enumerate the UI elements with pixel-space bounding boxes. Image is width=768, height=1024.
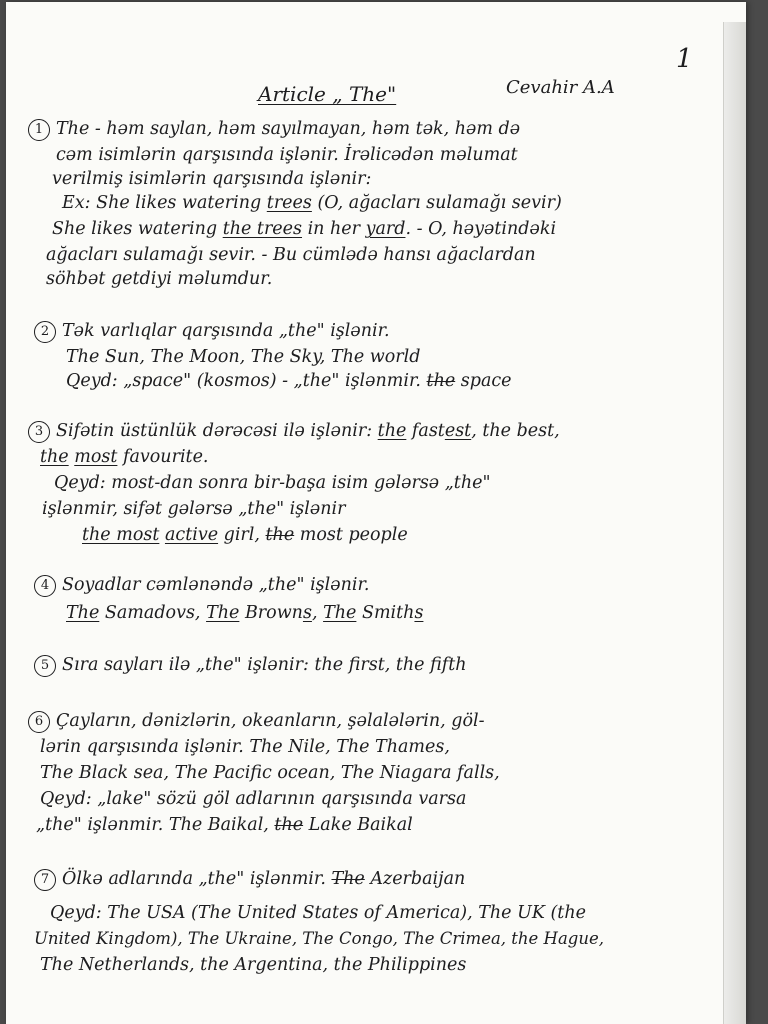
underlined-text: The: [206, 603, 240, 623]
struck-text: the: [274, 815, 304, 835]
text: Sifətin üstünlük dərəcəsi ilə işlənir:: [56, 421, 378, 441]
section-7-line-1: [34, 868, 465, 891]
section-1-line-6: ağacları sulamağı sevir. - Bu cümlədə hansı ağaclardan: [46, 245, 536, 265]
underlined-text: the most: [82, 525, 160, 545]
section-7-line-4: The Netherlands, the Argentina, the Philippines: [40, 955, 467, 975]
section-7-line-3: United Kingdom), The Ukraine, The Congo, The Crimea, the Hague,: [34, 929, 604, 948]
section-3-line-3: Qeyd: most-dan sonra bir-başa isim gələrsə „the": [54, 473, 491, 493]
text: Samadovs,: [99, 603, 207, 623]
struck-text: The: [331, 869, 365, 889]
text: girl,: [218, 525, 266, 545]
underlined-text: yard: [365, 219, 406, 239]
page-edge: [723, 22, 746, 1024]
section-6-line-1: [28, 710, 485, 733]
section-6-line-5: [36, 814, 413, 836]
section-2-line-2: The Sun, The Moon, The Sky, The world: [66, 347, 421, 367]
section-number: 1: [28, 119, 50, 141]
section-5-line-1: [34, 654, 467, 677]
section-1-line-1: [28, 118, 520, 141]
section-number: 2: [34, 321, 56, 343]
author-name: Cevahir A.A: [506, 77, 615, 98]
section-number: 3: [28, 421, 50, 443]
section-number: 4: [34, 575, 56, 597]
underlined-text: est: [444, 421, 472, 441]
text: . - O, həyətindəki: [405, 219, 557, 239]
underlined-text: active: [164, 525, 219, 545]
section-3-line-1: [28, 420, 560, 443]
underlined-text: The: [66, 603, 100, 623]
section-number: 7: [34, 869, 56, 891]
section-4-line-1: [34, 574, 369, 597]
underlined-text: the: [377, 421, 407, 441]
section-1-line-2: cəm isimlərin qarşısında işlənir. İrəlicədən məlumat: [56, 145, 518, 165]
section-2-line-1: [34, 320, 390, 343]
text: „the" işlənmir. The Baikal,: [36, 815, 275, 835]
underlined-text: s: [414, 603, 424, 623]
text: Tək varlıqlar qarşısında „the" işlənir.: [62, 321, 390, 341]
text: most people: [294, 525, 408, 545]
section-1-line-3: verilmiş isimlərin qarşısında işlənir:: [52, 169, 372, 189]
struck-text: the: [426, 371, 456, 391]
text: Azerbaijan: [364, 869, 466, 889]
section-3-line-4: işlənmir, sifət gələrsə „the" işlənir: [42, 499, 346, 519]
underlined-text: most: [74, 447, 118, 467]
text: Ölkə adlarında „the" işlənmir.: [62, 869, 332, 889]
section-6-line-2: lərin qarşısında işlənir. The Nile, The Thames,: [40, 737, 450, 757]
text: in her: [302, 219, 366, 239]
text: Brown: [239, 603, 303, 623]
section-1-line-7: söhbət getdiyi məlumdur.: [46, 269, 273, 289]
text: Qeyd: „space" (kosmos) - „the" işlənmir.: [66, 371, 427, 391]
underlined-text: the trees: [222, 219, 303, 239]
text: Smith: [356, 603, 415, 623]
section-3-line-5: [82, 524, 408, 546]
text: Soyadlar cəmlənəndə „the" işlənir.: [62, 575, 370, 595]
section-6-line-3: The Black sea, The Pacific ocean, The Niagara falls,: [40, 763, 500, 783]
text: Sıra sayları ilə „the" işlənir: the first, the fifth: [62, 655, 467, 675]
text: She likes watering: [52, 219, 223, 239]
section-6-line-4: Qeyd: „lake" sözü göl adlarının qarşısında varsa: [40, 789, 467, 809]
underlined-text: s: [302, 603, 312, 623]
section-1-line-4: [62, 192, 562, 214]
notebook-page: [6, 2, 746, 1024]
underlined-text: the: [40, 447, 69, 467]
text: (O, ağacları sulamağı sevir): [311, 193, 562, 213]
text: Ex: She likes watering: [62, 193, 267, 213]
section-3-line-2: [40, 446, 209, 468]
section-number: 5: [34, 655, 56, 677]
text: space: [455, 371, 512, 391]
text: The - həm saylan, həm sayılmayan, həm tək, həm də: [56, 119, 521, 139]
text: , the best,: [471, 421, 560, 441]
section-number: 6: [28, 711, 50, 733]
underlined-text: trees: [266, 193, 312, 213]
underlined-text: The: [323, 603, 357, 623]
text: ,: [311, 603, 324, 623]
section-1-line-5: [52, 218, 556, 240]
page-number: 1: [676, 44, 693, 74]
section-7-line-2: Qeyd: The USA (The United States of America), The UK (the: [50, 903, 586, 923]
struck-text: the: [265, 525, 295, 545]
page-title: Article „ The": [258, 82, 397, 106]
text: Çayların, dənizlərin, okeanların, şəlalələrin, göl-: [56, 711, 485, 731]
text: fast: [406, 421, 445, 441]
section-4-line-2: [66, 602, 423, 624]
text: Lake Baikal: [303, 815, 413, 835]
text: favourite.: [117, 447, 209, 467]
section-2-line-3: [66, 370, 512, 392]
